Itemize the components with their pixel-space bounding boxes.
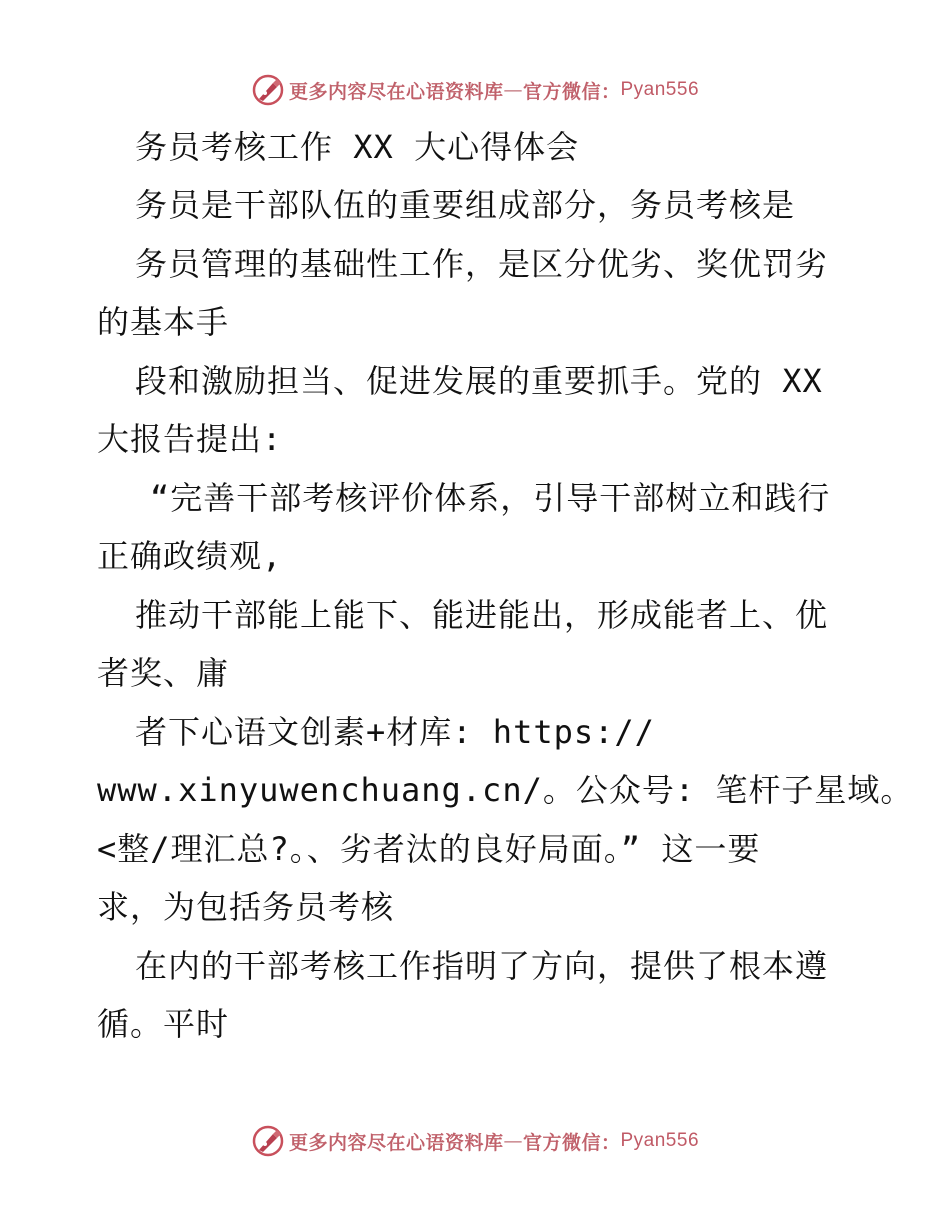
banner-wechat-label: 官方微信： [522,80,621,103]
body-line: 务员管理的基础性工作，是区分优劣、奖优罚劣 [135,245,829,283]
pen-logo-icon [251,1124,285,1158]
body-line: 的基本手 [97,303,230,341]
body-line: 正确政绩观, [97,537,283,575]
body-line: 者奖、庸 [97,654,230,692]
pen-logo-icon [251,73,285,107]
body-line: 务员考核工作 XX 大心得体会 [135,128,580,166]
body-line: 求，为包括务员考核 [97,888,395,926]
body-line: 段和激励担当、促进发展的重要抓手。党的 XX [135,362,823,400]
banner-dash: — [503,79,523,101]
body-line: 大报告提出: [97,420,283,458]
body-line: 务员是干部队伍的重要组成部分，务员考核是 [135,186,796,224]
body-line: 者下心语文创素+材库: https:// [135,713,655,751]
body-line: 推动干部能上能下、能进能出，形成能者上、优 [135,596,829,634]
banner-dash: — [503,1130,523,1152]
footer-banner [0,1121,950,1161]
body-line: 在内的干部考核工作指明了方向，提供了根本遵 [135,947,829,985]
banner-wechat-id: Pyan556 [620,79,700,100]
body-line: <整/理汇总?。、劣者汰的良好局面。” 这一要 [97,830,761,868]
body-line: www.xinyuwenchuang.cn/。公众号: 笔杆子星域。 [97,771,914,809]
banner-text: 更多内容尽在心语资料库 [288,80,504,103]
banner-wechat-id: Pyan556 [620,1130,700,1151]
body-line: 循。平时 [97,1005,230,1043]
banner-text: 更多内容尽在心语资料库 [288,1131,504,1154]
body-line: “完善干部考核评价体系，引导干部树立和践行 [150,479,831,517]
banner-wechat-label: 官方微信： [522,1131,621,1154]
header-banner [0,70,950,110]
